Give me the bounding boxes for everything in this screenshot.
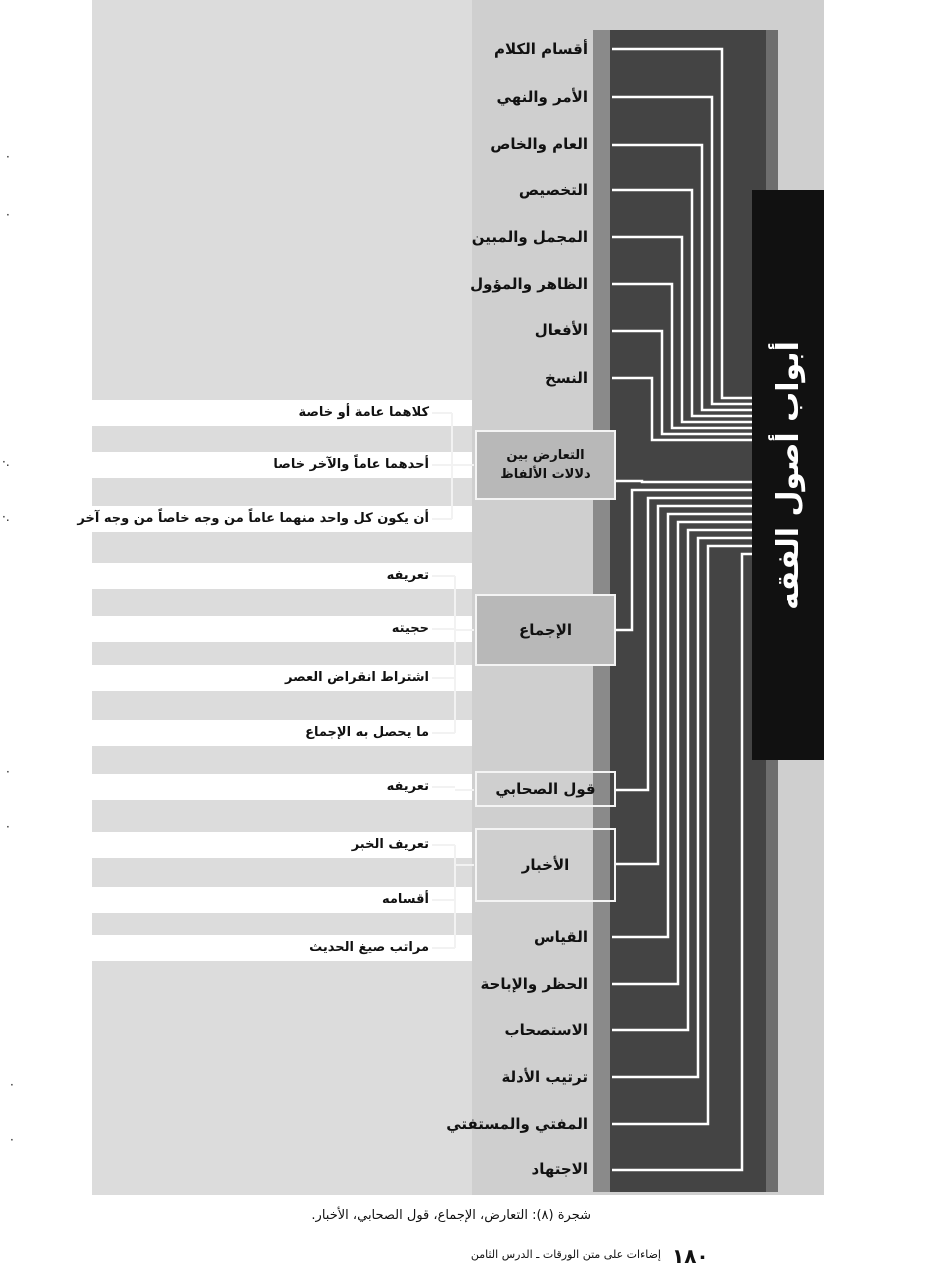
diagram-title: أبواب أصول الفقه: [770, 340, 806, 610]
topic-alamr-walnahy: الأمر والنهي: [496, 88, 588, 106]
group-box-alakhbar: [475, 828, 616, 902]
topic-alqiyas: القياس: [533, 928, 588, 946]
page-number: ١٨٠: [672, 1244, 709, 1268]
margin-mark: ·: [6, 765, 10, 779]
sub-item-akhbar-2: أقسامه: [381, 892, 429, 907]
margin-mark: ·: [6, 208, 10, 222]
sub-item-ijmaa-4: ما يحصل به الإجماع: [305, 725, 429, 740]
group-label-alakhbar: الأخبار: [521, 856, 570, 874]
running-title: إضاءات على متن الورقات ـ الدرس الثامن: [470, 1248, 661, 1261]
sub-item-taarud-1: كلاهما عامة أو خاصة: [298, 405, 429, 420]
sub-item-taarud-2: أحدهما عاماً والآخر خاصا: [273, 457, 429, 472]
topic-connector: [612, 546, 752, 1124]
group-box-altaarud: [475, 430, 616, 500]
topic-alzahir-walmuawwal: الظاهر والمؤول: [470, 275, 588, 293]
sub-item-ijmaa-3: اشتراط انقراض العصر: [285, 670, 429, 685]
sub-item-akhbar-1: تعريف الخبر: [351, 837, 429, 852]
margin-mark: ·: [10, 1133, 14, 1147]
topic-alaam-walkhas: العام والخاص: [490, 135, 588, 153]
margin-mark: ·.: [2, 510, 10, 524]
topic-aqsam-alkalam: أقسام الكلام: [494, 40, 588, 58]
topic-alijtihad: الاجتهاد: [531, 1160, 588, 1178]
group-label-altaarud: التعارض بين دلالات الألفاظ: [500, 447, 591, 482]
sub-item-ijmaa-2: حجيته: [391, 621, 429, 636]
topic-connector: [612, 237, 752, 422]
sub-item-ijmaa-1: تعريفه: [386, 568, 429, 583]
margin-mark: ·: [6, 820, 10, 834]
group-box-qawl-alsahabi: [475, 771, 616, 807]
topic-connector: [616, 506, 752, 864]
margin-mark: ·: [10, 1078, 14, 1092]
group-box-alijmaa: [475, 594, 616, 666]
figure-caption: شجرة (٨): التعارض، الإجماع، قول الصحابي، الأخبار.: [311, 1208, 591, 1223]
topic-alhazr-walibaha: الحظر والإباحة: [480, 975, 588, 993]
margin-mark: ·: [6, 150, 10, 164]
topic-tarteeb-aladilla: ترتيب الأدلة: [501, 1068, 588, 1086]
group-label-alijmaa: الإجماع: [518, 621, 573, 639]
topic-connector: [616, 481, 752, 482]
group-label-qawl-alsahabi: قول الصحابي: [495, 780, 596, 798]
topic-alnaskh: النسخ: [545, 369, 588, 387]
topic-connector: [616, 490, 752, 630]
topic-alistishab: الاستصحاب: [504, 1021, 588, 1039]
sub-item-sahabi-1: تعريفه: [386, 779, 429, 794]
topic-almujmal-walmubayyan: المجمل والمبين: [471, 228, 588, 246]
sub-item-taarud-3: أن يكون كل واحد منهما عاماً من وجه خاصاً من وجه آخر: [77, 511, 429, 526]
topic-connector: [616, 498, 752, 790]
title-bar: [752, 190, 824, 760]
topic-altakhsees: التخصيص: [518, 181, 588, 199]
topic-alafaal: الأفعال: [534, 321, 588, 339]
sub-item-akhbar-3: مراتب صيغ الحديث: [309, 940, 429, 955]
topic-almufti-walmustafti: المفتي والمستفتي: [446, 1115, 588, 1133]
margin-mark: ·.: [2, 455, 10, 469]
